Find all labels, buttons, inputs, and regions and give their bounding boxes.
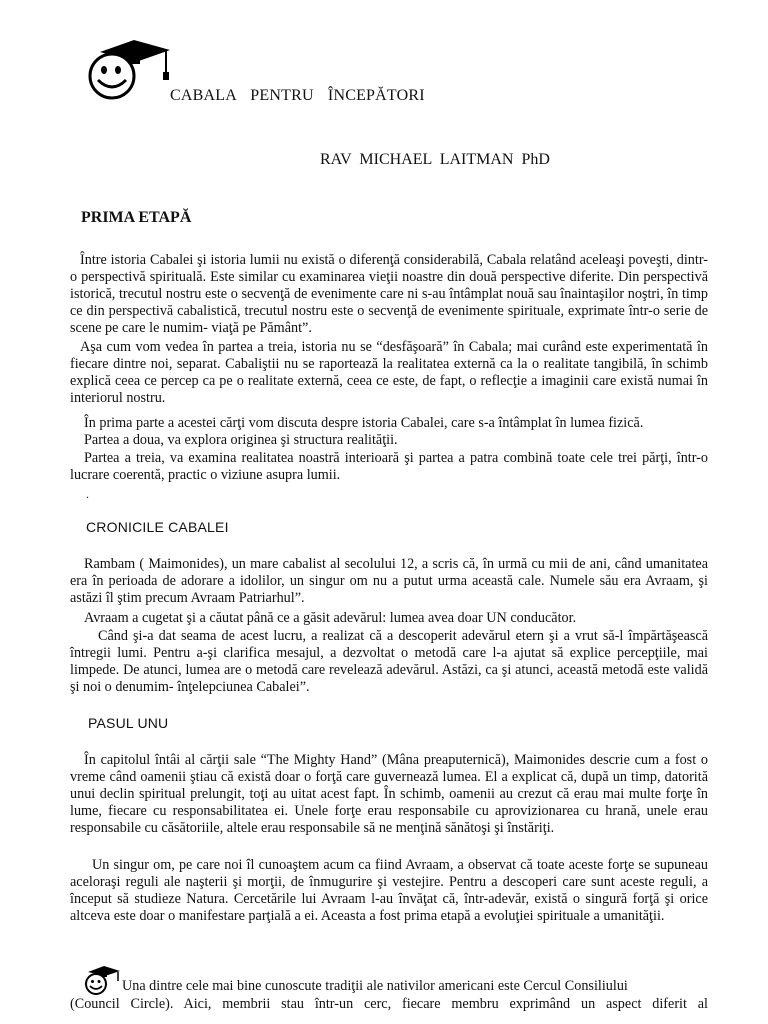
paragraph: În capitolul întâi al cărţii sale “The Mighty Hand” (Mâna preaputernică), Maimonides descrie cum a fost o vreme când oamenii ştiau că există doar o forţă care guvernează lumea. El a explicat că, după un timp, datorită unui declin spiritual prelungit, toţi au uitat acest fapt. În schimb, oamenii au crezut că erau mai multe forţe în lume, fiecare cu responsabilitatea ei. Unele forţe erau responsabile cu aprovizionarea cu hrană, unele erau responsabile cu căsătoriile, altele erau responsabile să ne menţină sănătoşi şi înstăriţi. — [70, 752, 708, 837]
paragraph: Un singur om, pe care noi îl cunoaştem acum ca fiind Avraam, a observat că toate aceste forţe se supuneau aceloraşi reguli ale naşterii şi morţii, de înmugurire şi vestejire. Pentru a descoperi care sunt aceste reguli, a început să studieze Natura. Cercetările lui Avraam l-au învăţat că, într-adevăr, există o singură forţă şi orice altceva este doar o manifestare parţială a ei. Aceasta a fost prima etapă a evoluţiei spirituale a umanităţii. — [70, 857, 708, 925]
heading-cronicile-cabalei: CRONICILE CABALEI — [86, 519, 229, 535]
paragraph: Partea a treia, va examina realitatea noastră interioară şi partea a patra combină toate cele trei părţi, într-o lucrare coerentă, practic o viziune asupra lumii. — [70, 450, 708, 484]
paragraph: Când şi-a dat seama de acest lucru, a realizat că a descoperit adevărul etern şi a vrut să-l împărtăşească întregii lumi. Pentru a-şi clarifica mesajul, a dezvoltat o metodă care l-a ajutat să explice percepţiile, mai limpede. De atunci, lumea are o metodă care revelează adevărul. Astăzi, ca şi atunci, această metodă este validă şi noi o denumim- înţelepciunea Cabalei”. — [70, 628, 708, 696]
paragraph: Între istoria Cabalei şi istoria lumii nu există o diferenţă considerabilă, Cabala relatând aceleaşi poveşti, dintr-o perspectivă spirituală. Este similar cu examinarea vieţii noastre din două perspective diferite. Din perspectivă istorică, trecutul nostru este o secvenţă de evenimente care ni s-au întâmplat nouă sau înaintaşilor noştri, în timp ce din perspectivă cabalistică, trecutul nostru este o secvenţă de evenimente spirituale, exprimate într-o serie de scene pe care le numim- viaţă pe Pământ”. — [70, 252, 708, 337]
heading-prima-etapa: PRIMA ETAPĂ — [81, 209, 192, 226]
stray-dot: . — [86, 487, 89, 501]
heading-pasul-unu: PASUL UNU — [88, 715, 169, 731]
paragraph: Partea a doua, va explora originea şi structura realităţii. — [84, 432, 398, 448]
paragraph: (Council Circle). Aici, membrii stau într-un cerc, fiecare membru exprimând un aspect diferit al — [70, 996, 708, 1012]
paragraph: Rambam ( Maimonides), un mare cabalist al secolului 12, a scris că, în urmă cu mii de ani, când umanitatea era în perioada de adorare a idolilor, un singur om nu a putut urma această cale. Numele său era Avraam, şi astăzi îl ştim precum Avraam Patriarhul”. — [70, 556, 708, 607]
paragraph: Avraam a cugetat şi a căutat până ce a găsit adevărul: lumea avea doar UN conducător. — [84, 610, 577, 626]
paragraph: Una dintre cele mai bine cunoscute tradiţii ale nativilor americani este Cercul Consiliului — [122, 978, 628, 994]
document-author: RAV MICHAEL LAITMAN PhD — [320, 151, 550, 168]
paragraph: Aşa cum vom vedea în partea a treia, istoria nu se “desfăşoară” în Cabala; mai curând este experimentată în fiecare dintre noi, separat. Cabaliştii nu se raportează la realitatea externă ca la o realitate tangibilă, în schimb explică ceea ce percep ca pe o realitate externă, ceea ce este, de fapt, o reflecţie a imaginii care există numai în interiorul nostru. — [70, 339, 708, 407]
smiley-graduation-cap-icon — [86, 38, 172, 108]
paragraph: În prima parte a acestei cărţi vom discuta despre istoria Cabalei, care s-a întâmplat în lumea fizică. — [84, 415, 644, 431]
smiley-graduation-cap-icon — [84, 964, 122, 996]
document-title: CABALA PENTRU ÎNCEPĂTORI — [170, 87, 425, 104]
